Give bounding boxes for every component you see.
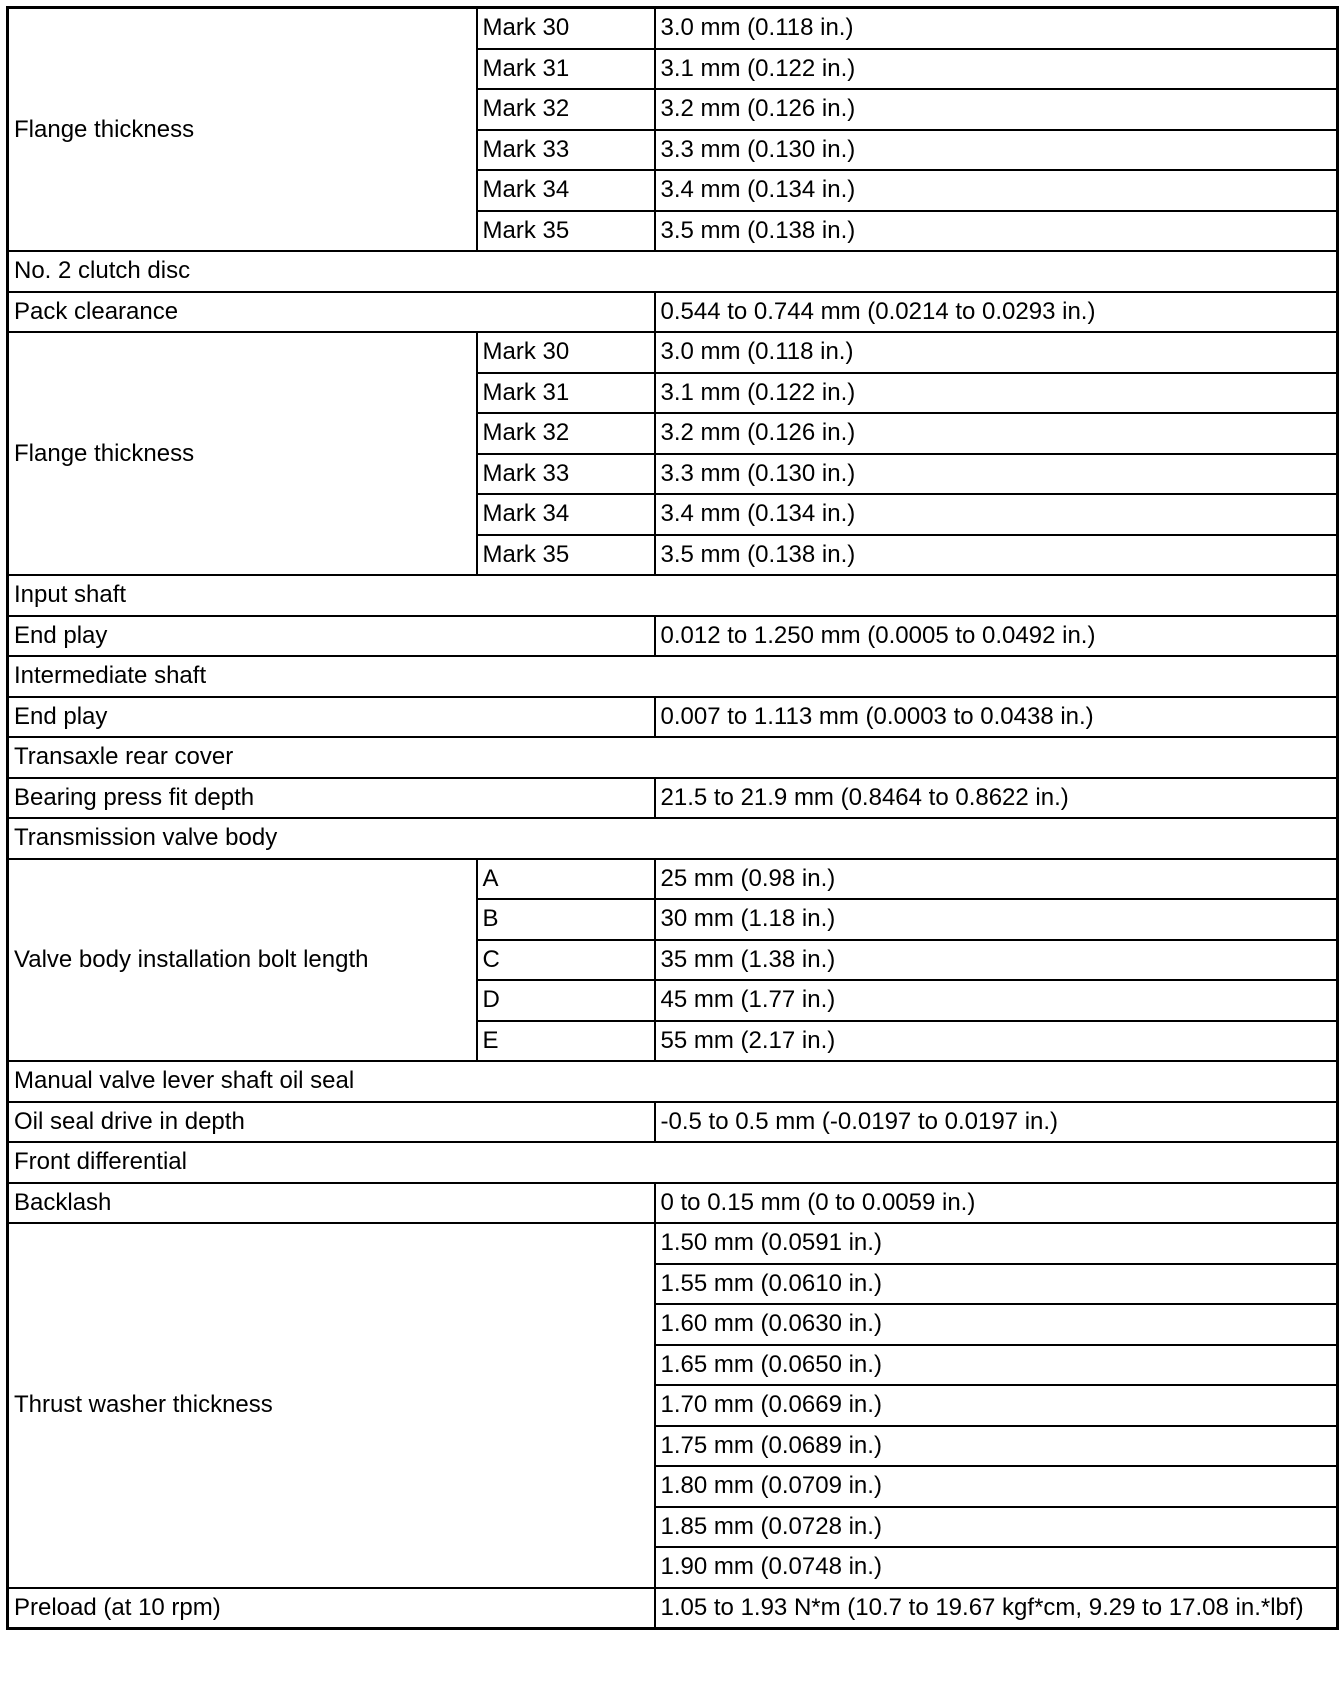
value-cell: 3.1 mm (0.122 in.) [655, 49, 1338, 90]
section-heading: Input shaft [8, 575, 1338, 616]
table-row [8, 859, 1338, 900]
mark-cell: Mark 31 [477, 49, 655, 90]
value-cell: 35 mm (1.38 in.) [655, 940, 1338, 981]
value-cell: 3.3 mm (0.130 in.) [655, 130, 1338, 171]
value-cell: 45 mm (1.77 in.) [655, 980, 1338, 1021]
section-row [8, 818, 1338, 859]
pack-clearance-label: Pack clearance [8, 292, 655, 333]
table-row [8, 8, 1338, 49]
bolt-letter-cell: A [477, 859, 655, 900]
preload-label: Preload (at 10 rpm) [8, 1588, 655, 1629]
value-cell: 3.4 mm (0.134 in.) [655, 494, 1338, 535]
section-heading: Intermediate shaft [8, 656, 1338, 697]
section-row [8, 1142, 1338, 1183]
table-row [8, 616, 1338, 657]
value-cell: 55 mm (2.17 in.) [655, 1021, 1338, 1062]
table-row [8, 697, 1338, 738]
value-cell: 1.80 mm (0.0709 in.) [655, 1466, 1338, 1507]
value-cell: 1.65 mm (0.0650 in.) [655, 1345, 1338, 1386]
backlash-value: 0 to 0.15 mm (0 to 0.0059 in.) [655, 1183, 1338, 1224]
table-row [8, 292, 1338, 333]
section-row [8, 575, 1338, 616]
bolt-length-label: Valve body installation bolt length [8, 859, 477, 1062]
value-cell: 3.5 mm (0.138 in.) [655, 211, 1338, 252]
section-heading: Transmission valve body [8, 818, 1338, 859]
table-row [8, 1102, 1338, 1143]
flange-thickness-label: Flange thickness [8, 8, 477, 252]
value-cell: 1.70 mm (0.0669 in.) [655, 1385, 1338, 1426]
bolt-letter-cell: E [477, 1021, 655, 1062]
value-cell: 1.90 mm (0.0748 in.) [655, 1547, 1338, 1588]
value-cell: 3.2 mm (0.126 in.) [655, 89, 1338, 130]
mark-cell: Mark 35 [477, 211, 655, 252]
mark-cell: Mark 35 [477, 535, 655, 576]
section-row [8, 251, 1338, 292]
backlash-label: Backlash [8, 1183, 655, 1224]
value-cell: 1.85 mm (0.0728 in.) [655, 1507, 1338, 1548]
end-play-value: 0.012 to 1.250 mm (0.0005 to 0.0492 in.) [655, 616, 1338, 657]
value-cell: 1.55 mm (0.0610 in.) [655, 1264, 1338, 1305]
value-cell: 1.60 mm (0.0630 in.) [655, 1304, 1338, 1345]
value-cell: 3.4 mm (0.134 in.) [655, 170, 1338, 211]
thrust-washer-label: Thrust washer thickness [8, 1223, 655, 1588]
value-cell: 1.50 mm (0.0591 in.) [655, 1223, 1338, 1264]
value-cell: 30 mm (1.18 in.) [655, 899, 1338, 940]
section-heading: Front differential [8, 1142, 1338, 1183]
spec-table [6, 6, 1339, 1630]
bolt-letter-cell: B [477, 899, 655, 940]
section-heading: No. 2 clutch disc [8, 251, 1338, 292]
oil-seal-depth-value: -0.5 to 0.5 mm (-0.0197 to 0.0197 in.) [655, 1102, 1338, 1143]
value-cell: 3.3 mm (0.130 in.) [655, 454, 1338, 495]
section-row [8, 737, 1338, 778]
mark-cell: Mark 34 [477, 494, 655, 535]
oil-seal-depth-label: Oil seal drive in depth [8, 1102, 655, 1143]
flange-thickness-label: Flange thickness [8, 332, 477, 575]
bearing-depth-value: 21.5 to 21.9 mm (0.8464 to 0.8622 in.) [655, 778, 1338, 819]
end-play-label: End play [8, 616, 655, 657]
value-cell: 3.5 mm (0.138 in.) [655, 535, 1338, 576]
bolt-letter-cell: D [477, 980, 655, 1021]
value-cell: 1.75 mm (0.0689 in.) [655, 1426, 1338, 1467]
end-play-value: 0.007 to 1.113 mm (0.0003 to 0.0438 in.) [655, 697, 1338, 738]
value-cell: 3.0 mm (0.118 in.) [655, 8, 1338, 49]
mark-cell: Mark 32 [477, 413, 655, 454]
mark-cell: Mark 30 [477, 332, 655, 373]
value-cell: 3.2 mm (0.126 in.) [655, 413, 1338, 454]
section-row [8, 656, 1338, 697]
bolt-letter-cell: C [477, 940, 655, 981]
mark-cell: Mark 33 [477, 454, 655, 495]
mark-cell: Mark 34 [477, 170, 655, 211]
table-row [8, 778, 1338, 819]
mark-cell: Mark 31 [477, 373, 655, 414]
pack-clearance-value: 0.544 to 0.744 mm (0.0214 to 0.0293 in.) [655, 292, 1338, 333]
value-cell: 3.0 mm (0.118 in.) [655, 332, 1338, 373]
table-row [8, 1183, 1338, 1224]
table-row [8, 1223, 1338, 1264]
section-heading: Transaxle rear cover [8, 737, 1338, 778]
section-row [8, 1061, 1338, 1102]
section-heading: Manual valve lever shaft oil seal [8, 1061, 1338, 1102]
bearing-depth-label: Bearing press fit depth [8, 778, 655, 819]
table-row [8, 332, 1338, 373]
value-cell: 25 mm (0.98 in.) [655, 859, 1338, 900]
mark-cell: Mark 30 [477, 8, 655, 49]
end-play-label: End play [8, 697, 655, 738]
table-row [8, 1588, 1338, 1629]
value-cell: 3.1 mm (0.122 in.) [655, 373, 1338, 414]
mark-cell: Mark 32 [477, 89, 655, 130]
mark-cell: Mark 33 [477, 130, 655, 171]
preload-value: 1.05 to 1.93 N*m (10.7 to 19.67 kgf*cm, 9.29 to 17.08 in.*lbf) [655, 1588, 1338, 1629]
